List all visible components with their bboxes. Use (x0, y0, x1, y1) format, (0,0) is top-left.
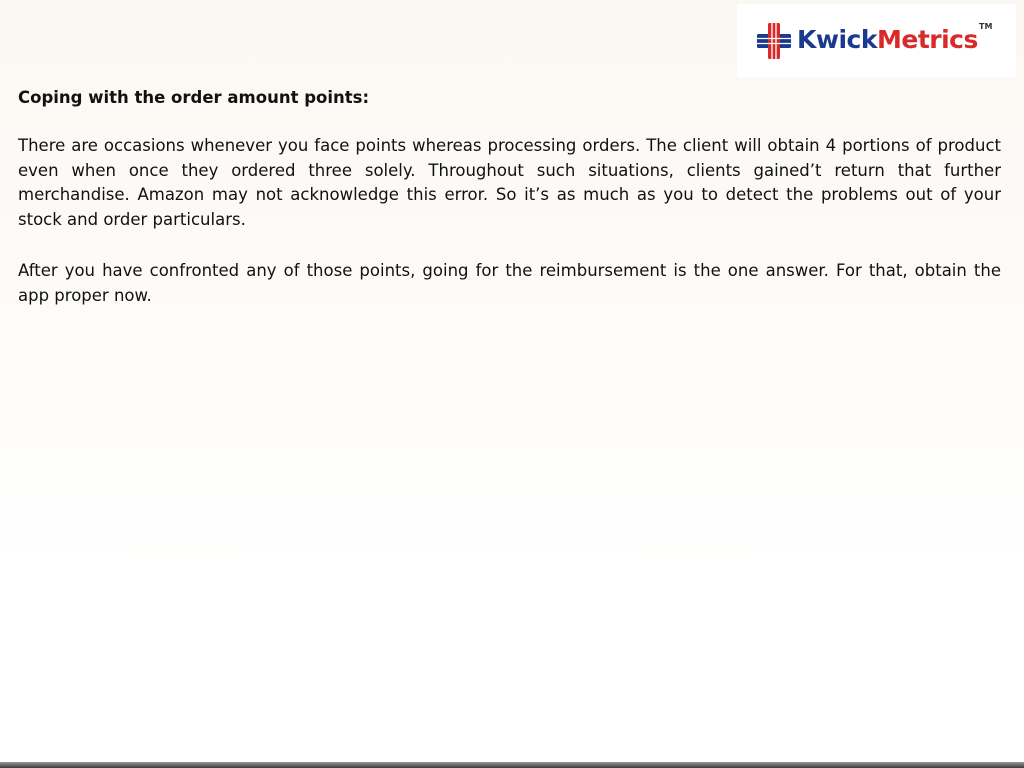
document-body (18, 86, 1001, 335)
brand-kwick: Kwick (797, 25, 877, 54)
paragraph-1: There are occasions whenever you face points whereas processing orders. The client will obtain 4 portions of product even when once they ordered three solely. Throughout such situations, clients gained’t return that further merchandise. Amazon may not acknowledge this error. So it’s as much as you to detect the problems out of your stock and order particulars. (18, 136, 1001, 229)
brand-metrics: Metrics (876, 25, 978, 54)
brand-logo (737, 4, 1016, 77)
bottom-border (0, 762, 1024, 768)
section-heading: Coping with the order amount points: (18, 88, 370, 107)
brand-wordmark (797, 24, 978, 56)
paragraph-2: After you have confronted any of those points, going for the reimbursement is the one answer. For that, obtain the app proper now. (18, 261, 1001, 305)
trademark-mark: TM (979, 22, 993, 31)
kwickmetrics-logo-icon (756, 22, 792, 60)
